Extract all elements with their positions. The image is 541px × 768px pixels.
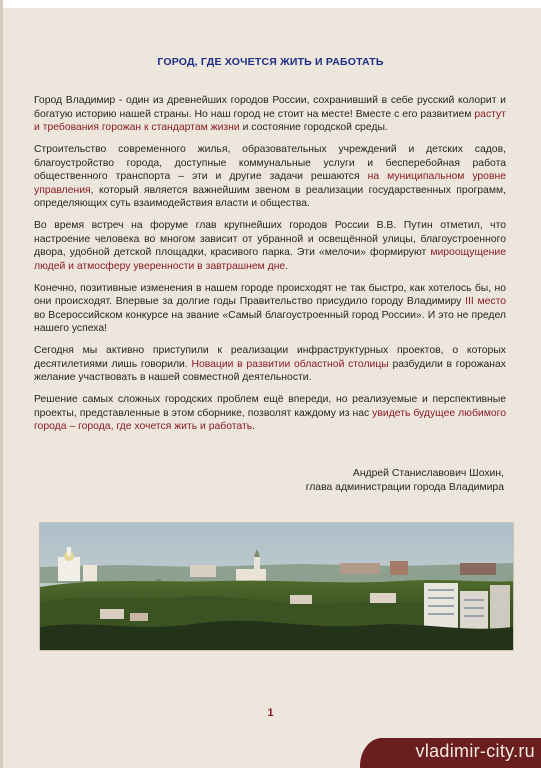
city-panorama-photo <box>39 522 514 651</box>
paragraph <box>34 393 506 434</box>
page-left-border <box>0 0 3 768</box>
signature-block <box>306 467 504 495</box>
text-segment: Решение самых сложных городских проблем ещё впереди, но реализуемые и перспективные проекты, представленные в этом сборнике, позволят каждому из нас <box>34 394 506 419</box>
text-segment: , который является важнейшим звеном в реализации государственных программ, определяющих суть взаимодействия власти и общества. <box>34 184 506 209</box>
signature-name: Андрей Станиславович Шохин, <box>352 468 504 479</box>
highlighted-phrase: III место <box>465 296 506 307</box>
paragraph <box>34 219 506 273</box>
text-segment: Сегодня мы активно приступили к реализации инфраструктурных проектов, о которых десятилетиями лишь говорили. <box>34 345 506 370</box>
text-segment: . <box>252 421 256 432</box>
text-segment: и состояние городской среды. <box>239 122 388 133</box>
text-segment: Город Владимир - один из древнейших городов России, сохранивший в себе русский колорит и богатую историю нашей страны. Но наш город не стоит на месте! Вместе с его развитием <box>34 95 506 120</box>
paragraph <box>34 282 506 336</box>
paragraph <box>34 143 506 211</box>
text-segment: Конечно, позитивные изменения в нашем городе происходят не так быстро, как хотелось бы, но они происходят. Впервые за долгие годы Правительство присудило городу Владимиру <box>34 282 506 307</box>
page-top-border <box>0 0 541 8</box>
page-title: ГОРОД, ГДЕ ХОЧЕТСЯ ЖИТЬ И РАБОТАТЬ <box>157 56 384 68</box>
signature-position: глава администрации города Владимира <box>305 482 504 493</box>
highlighted-phrase: увидеть будущее любимого города – города, где хочется жить и работать <box>34 407 506 432</box>
text-segment: во Всероссийском конкурсе на звание «Самый благоустроенный город России». И это не предел нашего успеха! <box>34 309 506 334</box>
text-segment: Строительство современного жилья, образовательных учреждений и детских садов, благоустройство города, доступные коммунальные услуги и бесперебойная работа общественного транспорта – эти и другие задачи решаются <box>34 144 506 182</box>
text-segment: разбудили в горожанах желание участвовать в нашей совместной деятельности. <box>34 358 507 383</box>
text-segment: Во время встреч на форуме глав крупнейших городов России В.В. Путин отметил, что настроение человека во многом зависит от убранной и освещённой улицы, благоустроенного двора, удобной детской площадки, красивого парка. Эти «мелочи» формируют <box>34 220 506 258</box>
highlighted-phrase: растут и требования горожан к стандартам жизни <box>34 108 506 133</box>
site-url[interactable]: vladimir-city.ru <box>415 741 535 761</box>
highlighted-phrase: на муниципальном уровне управления <box>34 171 507 196</box>
highlighted-phrase: Новации в развитии областной столицы <box>191 358 389 370</box>
highlighted-phrase: мироощущение людей и атмосферу уверенности в завтрашнем дне <box>34 247 506 272</box>
text-segment: . <box>285 260 289 272</box>
paragraph <box>34 94 506 135</box>
page-number: 1 <box>267 707 274 719</box>
article-body <box>34 94 506 442</box>
paragraph <box>34 344 506 385</box>
